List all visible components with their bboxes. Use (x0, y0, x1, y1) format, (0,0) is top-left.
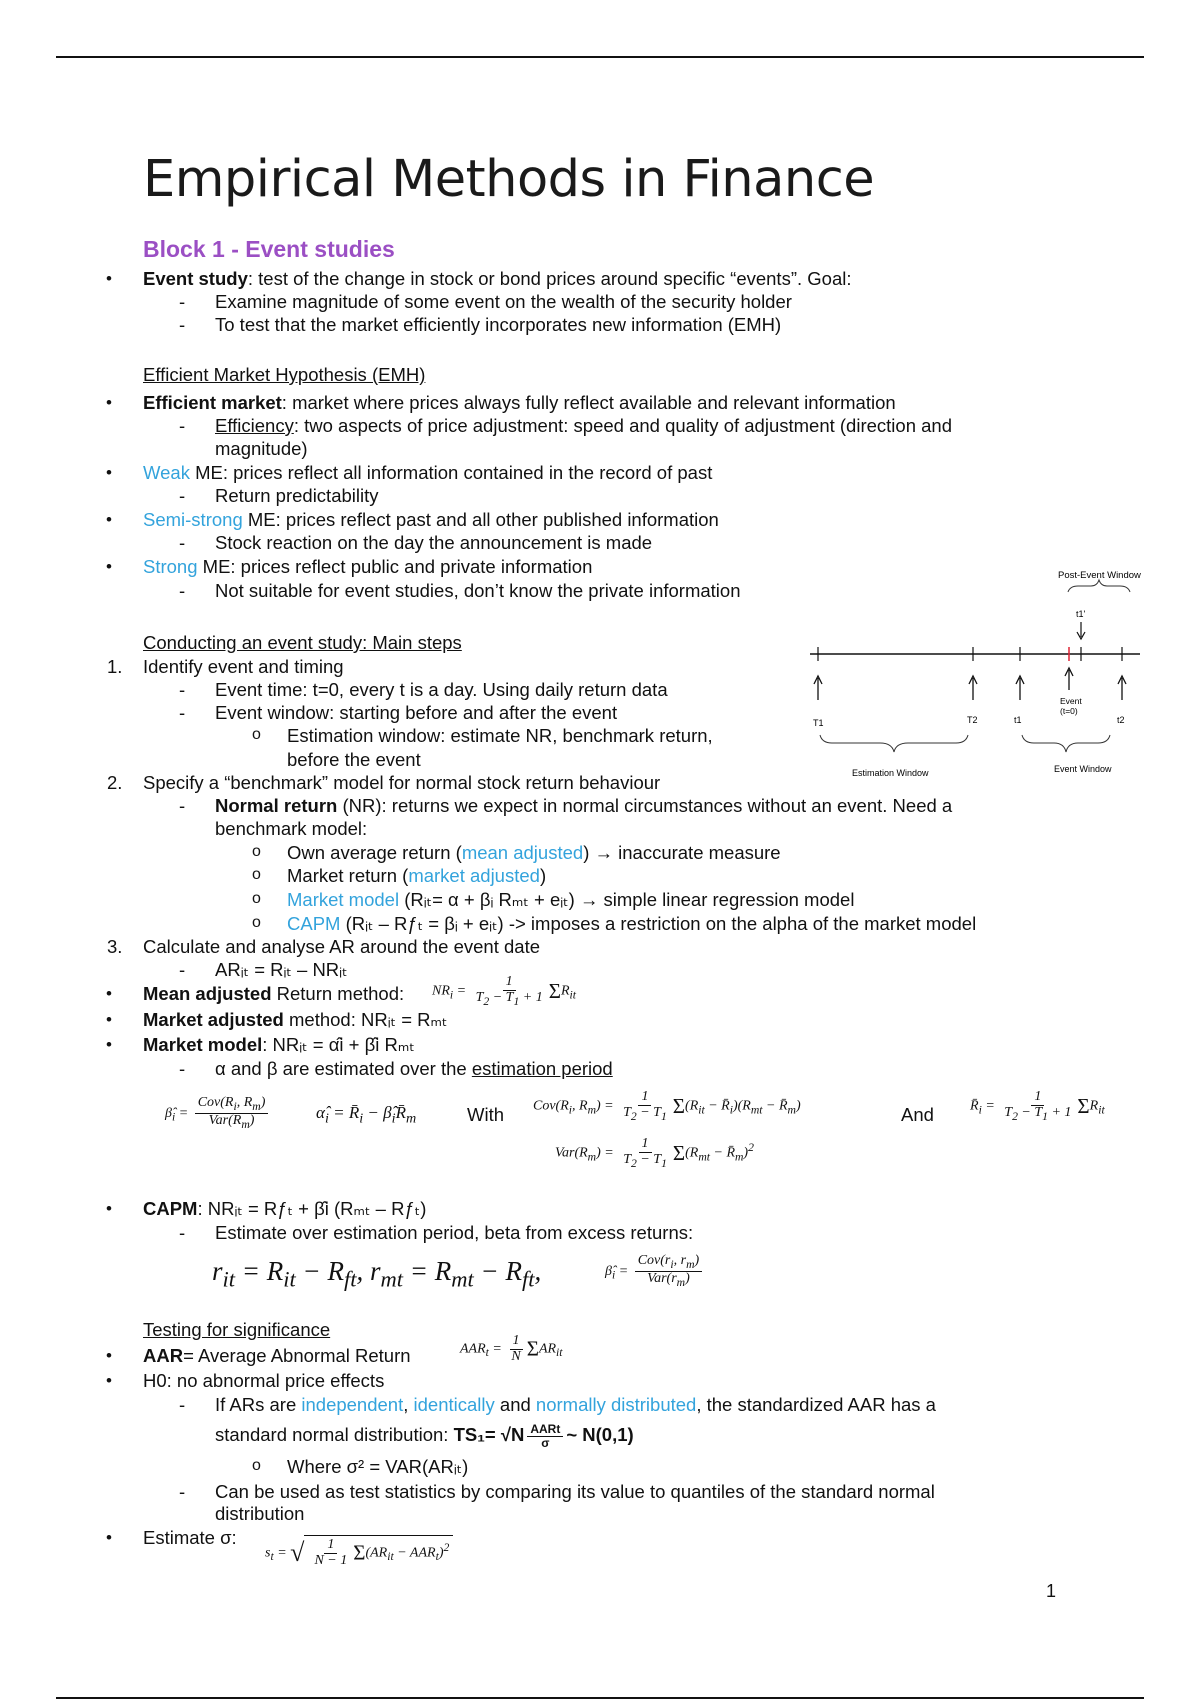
list-item: o Estimation window: estimate NR, benchmark return, (287, 725, 713, 747)
block-heading: Block 1 - Event studies (143, 236, 395, 262)
list-item: • Semi-strong ME: prices reflect past and all other published information (143, 509, 719, 531)
section-heading: Efficient Market Hypothesis (EMH) (143, 364, 426, 385)
post-event-window-label: Post-Event Window (1058, 570, 1141, 581)
list-item: • Market model: NRᵢₜ = α̂i + β̂i Rₘₜ (143, 1034, 415, 1056)
list-item: - ARᵢₜ = Rᵢₜ – NRᵢₜ (215, 959, 348, 981)
list-item: - Not suitable for event studies, don’t know the private information (215, 580, 740, 602)
page-title: Empirical Methods in Finance (143, 150, 875, 209)
list-item: - Stock reaction on the day the announcement is made (215, 532, 652, 554)
list-item: • Weak ME: prices reflect all information contained in the record of past (143, 462, 712, 484)
list-item: • Market adjusted method: NRᵢₜ = Rₘₜ (143, 1009, 448, 1031)
estimation-brace (820, 735, 968, 752)
formula-mean-return: $R̄_i$ = $\frac{1}{T_2 - T_1 + 1}$ $\Sigma R_{it}$ (970, 1089, 1105, 1123)
label-t1: t1 (1014, 715, 1022, 725)
list-item: • Efficient market: market where prices always fully reflect available and relevant information (143, 392, 896, 414)
list-item-cont: benchmark model: (215, 818, 368, 839)
with-label: With (467, 1104, 504, 1125)
list-item: 2. Specify a “benchmark” model for normal stock return behaviour (107, 772, 661, 793)
list-item: - Normal return (NR): returns we expect in normal circumstances without an event. Need a (215, 795, 952, 817)
formula-beta-hat: $\betâ_i$ = $\frac{Cov(R_i, R_m)}{Var(R_m)}$ (165, 1096, 271, 1131)
list-item: • Mean adjusted Return method: (143, 983, 404, 1005)
list-item: - To test that the market efficiently incorporates new information (EMH) (215, 314, 781, 336)
list-item: - Event window: starting before and after the event (215, 702, 617, 724)
formula-excess-returns: $r_{it} = R_{it} - R_{ft}$, $r_{mt} = R_{mt} - R_{ft}$, (212, 1256, 542, 1292)
list-item-cont: magnitude) (215, 438, 308, 459)
list-item: - Event time: t=0, every t is a day. Using daily return data (215, 679, 668, 701)
list-item: - Estimate over estimation period, beta from excess returns: (215, 1222, 693, 1244)
event-timeline-figure (800, 560, 1150, 785)
formula-mean-adjusted: $NR_i$ = $\frac{1}{T_2 - T_1 + 1}$ $\Sigma R_{it}$ (432, 974, 577, 1008)
list-item: - Examine magnitude of some event on the wealth of the security holder (215, 291, 792, 313)
and-label: And (901, 1104, 934, 1125)
list-item: - Return predictability (215, 485, 379, 507)
list-item: • Estimate σ: (143, 1527, 237, 1549)
label-event: Event (1060, 696, 1082, 706)
formula-cov: $Cov(R_i$, $R_m$) = $\frac{1}{T_2 - T_1}$ $\Sigma(R_{it}$ − $R̄_i)(R_{mt}$ − $R̄_m$) (533, 1089, 801, 1123)
section-heading: Testing for significance (143, 1319, 331, 1340)
section-heading: Conducting an event study: Main steps (143, 632, 462, 653)
formula-sigma-estimate: $s_t$ = √ $\frac{1}{N - 1}$ $\Sigma(AR_{it} - AAR_t)^2$ (265, 1535, 453, 1570)
formula-capm-beta: $\betâ_i$ = $\frac{Cov(r_i, r_m)}{Var(r_m)}$ (605, 1254, 705, 1289)
list-item: • H0: no abnormal price effects (143, 1370, 384, 1392)
label-event-t0: (t=0) (1060, 706, 1078, 716)
event-window-label: Event Window (1054, 764, 1112, 774)
list-item-cont: before the event (287, 749, 421, 770)
list-item: o Market model (Rᵢₜ= α + βᵢ Rₘₜ + eᵢₜ) → simple linear regression model (287, 889, 854, 911)
list-item: o CAPM (Rᵢₜ – Rƒₜ = βᵢ + eᵢₜ) -> imposes a restriction on the alpha of the market model (287, 913, 976, 935)
label-T2: T2 (967, 715, 978, 725)
event-window-brace (1022, 735, 1110, 752)
list-item: o Own average return (mean adjusted) → inaccurate measure (287, 842, 781, 864)
list-item: - Efficiency: two aspects of price adjustment: speed and quality of adjustment (direction and (215, 415, 952, 437)
list-item-cont: standard normal distribution: TS₁= √N $\frac{\text{AARt}}{\sigma}$ ~ N(0,1) (215, 1422, 634, 1450)
list-item: o Where σ² = VAR(ARᵢₜ) (287, 1456, 468, 1478)
page-number: 1 (1046, 1581, 1057, 1601)
list-item: • Strong ME: prices reflect public and private information (143, 556, 592, 578)
list-item: • Event study: test of the change in stock or bond prices around specific “events”. Goal: (143, 268, 852, 290)
content (107, 0, 1043, 1650)
list-item: • CAPM: NRᵢₜ = Rƒₜ + β̂i (Rₘₜ – Rƒₜ) (143, 1198, 426, 1220)
post-event-brace (1068, 580, 1130, 592)
list-item: 3. Calculate and analyse AR around the event date (107, 936, 541, 957)
formula-aar: $AAR_t$ = $\frac{1}{N}$ $\Sigma AR_{it}$ (460, 1333, 563, 1364)
formula-var: $Var(R_m)$ = $\frac{1}{T_2 - T_1}$ $\Sigma(R_{mt}$ − $R̄_m)^2$ (555, 1136, 754, 1170)
list-item: • AAR= Average Abnormal Return (143, 1345, 411, 1367)
label-t2: t2 (1117, 715, 1125, 725)
list-item: - If ARs are independent, identically and normally distributed, the standardized AAR has a (215, 1394, 936, 1416)
label-T1: T1 (813, 718, 824, 728)
bottom-rule (56, 1697, 1144, 1699)
estimation-window-label: Estimation Window (852, 768, 929, 778)
formula-alpha-hat: $\alphâ_i$ = $R̄_i$ − $\betâ_iR̄_m$ (316, 1103, 417, 1127)
list-item: - Can be used as test statistics by comparing its value to quantiles of the standard normal (215, 1481, 935, 1503)
list-item-cont: distribution (215, 1503, 305, 1524)
list-item: 1. Identify event and timing (107, 656, 344, 677)
t1-prime-label: t1' (1076, 609, 1086, 619)
list-item: - α and β are estimated over the estimation period (215, 1058, 613, 1080)
list-item: o Market return (market adjusted) (287, 865, 546, 887)
